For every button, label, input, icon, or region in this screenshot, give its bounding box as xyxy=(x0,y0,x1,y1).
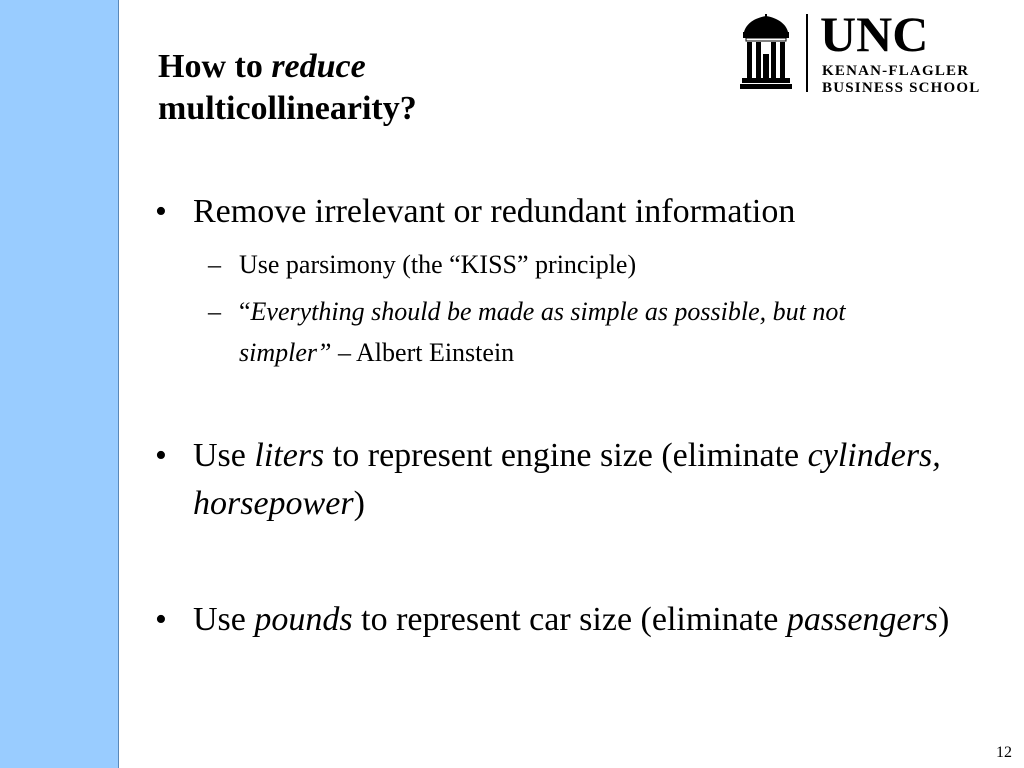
logo-divider xyxy=(806,14,808,92)
slide-title xyxy=(158,46,417,130)
title-line2: multicollinearity? xyxy=(158,90,417,127)
sub-bullet-parsimony: – Use parsimony (the “KISS” principle) xyxy=(239,245,636,285)
quote-line2: simpler” xyxy=(239,338,332,367)
unc-kenan-flagler-logo xyxy=(740,6,1015,96)
title-italic: reduce xyxy=(271,48,366,85)
logo-business-school-text: BUSINESS SCHOOL xyxy=(822,80,981,96)
logo-kenan-flagler-text: KENAN-FLAGLER xyxy=(822,63,970,79)
old-well-icon xyxy=(740,14,792,90)
quote-attribution: – Albert Einstein xyxy=(331,338,515,367)
term-pounds: pounds xyxy=(254,601,353,638)
text: Use xyxy=(193,437,255,474)
sub-bullet-einstein-quote xyxy=(239,292,846,332)
quote-line1: Everything should be made as simple as possible, but not xyxy=(250,297,846,326)
text: ) xyxy=(937,601,950,638)
quote-open: “ xyxy=(239,297,251,326)
text: to represent engine size (eliminate xyxy=(324,437,808,474)
bullet-liters-cont xyxy=(193,482,365,526)
sub-bullet-einstein-quote-cont xyxy=(239,333,514,373)
term-passengers: passengers xyxy=(786,601,938,638)
text: Use xyxy=(193,601,255,638)
side-accent-bar xyxy=(0,0,119,768)
term-horsepower: horsepower xyxy=(193,485,354,522)
text: to represent car size (eliminate xyxy=(352,601,787,638)
logo-unc-text: UNC xyxy=(820,6,929,62)
page-number: 12 xyxy=(996,744,1012,761)
bullet-liters xyxy=(193,434,941,478)
bullet-pounds xyxy=(193,598,949,642)
title-plain: How to xyxy=(158,48,263,85)
bullet-remove-info: • Remove irrelevant or redundant information xyxy=(193,190,795,234)
term-liters: liters xyxy=(254,437,325,474)
text: ) xyxy=(353,485,365,522)
term-cylinders: cylinders, xyxy=(807,437,941,474)
